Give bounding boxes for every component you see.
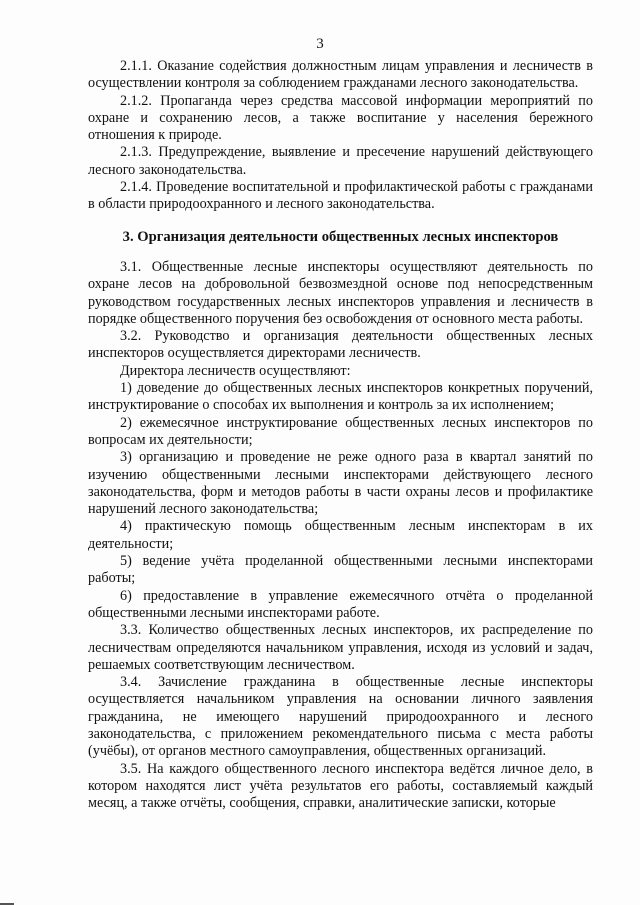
paragraph-3-2: 3.2. Руководство и организация деятельности общественных лесных инспекторов осуществляется директорами лесничеств. — [88, 328, 593, 362]
paragraph-2-1-2: 2.1.2. Пропаганда через средства массовой информации мероприятий по охране и сохранению лесов, а также воспитание у населения бережного отношения к природе. — [88, 92, 593, 144]
paragraph-2-1-1: 2.1.1. Оказание содействия должностным лицам управления и лесничеств в осуществлении контроля за соблюдением гражданами лесного законодательства. — [88, 58, 593, 92]
list-item-4: 4) практическую помощь общественным лесным инспекторам в их деятельности; — [88, 518, 593, 552]
paragraph-3-4: 3.4. Зачисление гражданина в общественные лесные инспекторы осуществляется начальником управления на основании личного заявления гражданина, не имеющего нарушений природоохранного и лесного законодательства, с приложением рекомендательного письма с места работы (учёбы), от органов местного самоуправления, общественных организаций. — [88, 674, 593, 760]
document-body — [88, 58, 593, 812]
section-heading: 3. Организация деятельности общественных лесных инспекторов — [122, 228, 559, 245]
paragraph-2-1-4: 2.1.4. Проведение воспитательной и профилактической работы с гражданами в области природоохранного и лесного законодательства. — [88, 179, 593, 213]
page-number: 3 — [316, 36, 324, 52]
list-item-6: 6) предоставление в управление ежемесячного отчёта о проделанной общественными лесными инспекторами работе. — [88, 587, 593, 621]
paragraph-3-3: 3.3. Количество общественных лесных инспекторов, их распределение по лесничествам определяются начальником управления, исходя из условий и задач, решаемых соответствующим лесничеством. — [88, 622, 593, 673]
paragraph-2-1-3: 2.1.3. Предупреждение, выявление и пресечение нарушений действующего лесного законодательства. — [88, 144, 593, 178]
list-item-2: 2) ежемесячное инструктирование общественных лесных инспекторов по вопросам их деятельности; — [88, 414, 593, 448]
list-item-1: 1) доведение до общественных лесных инспекторов конкретных поручений, инструктирование о способах их выполнения и контроль за их исполнением; — [88, 380, 593, 414]
paragraph-directors-intro: Директора лесничеств осуществляют: — [120, 362, 351, 379]
paragraph-3-1: 3.1. Общественные лесные инспекторы осуществляют деятельность по охране лесов на добровольной безвозмездной основе под непосредственным руководством государственных лесных инспекторов управления и лесничеств в порядке общественного поручения без освобождения от основного места работы. — [88, 258, 593, 327]
list-item-5: 5) ведение учёта проделанной общественными лесными инспекторами работы; — [88, 553, 593, 587]
paragraph-3-5: 3.5. На каждого общественного лесного инспектора ведётся личное дело, в котором находятся лист учёта результатов его работы, составляемый каждый месяц, а также отчёты, сообщения, справки, аналитические записки, которые — [88, 760, 593, 812]
list-item-3: 3) организацию и проведение не реже одного раза в квартал занятий по изучению общественными лесными инспекторами действующего лесного законодательства, форм и методов работы в части охраны лесов и профилактике нарушений лесного законодательства; — [88, 449, 593, 518]
